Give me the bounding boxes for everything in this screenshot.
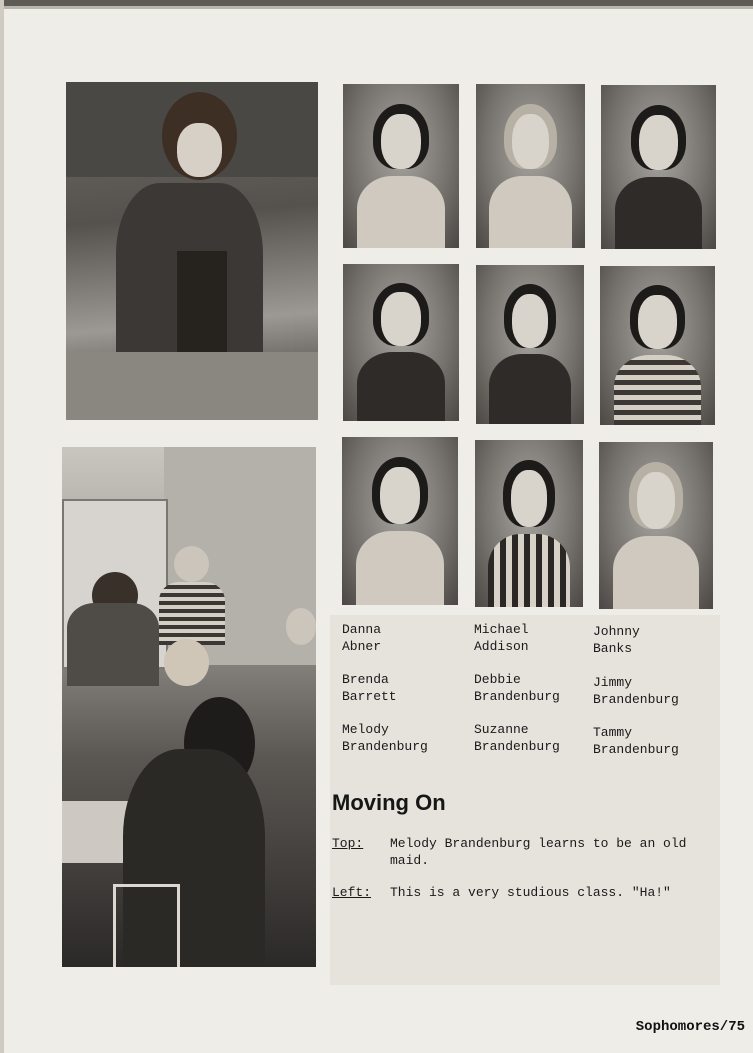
last-name: Brandenburg [342, 739, 428, 754]
caption-label: Left: [332, 885, 372, 900]
last-name: Brandenburg [593, 742, 679, 757]
portrait-michael-addison [476, 84, 585, 248]
caption-label: Top: [332, 836, 364, 851]
last-name: Barrett [342, 689, 397, 704]
caption-left [332, 884, 712, 901]
portrait-suzanne-brandenburg [475, 440, 583, 607]
last-name: Brandenburg [474, 739, 560, 754]
name-michael-addison [474, 621, 594, 655]
section-heading: Moving On [332, 790, 446, 815]
portrait-tammy-brandenburg [599, 442, 713, 609]
student-body [159, 582, 225, 644]
last-name: Brandenburg [474, 689, 560, 704]
last-name: Abner [342, 639, 382, 654]
student-head [286, 608, 316, 644]
last-name: Banks [593, 641, 633, 656]
candid-photo-sewing [66, 82, 318, 420]
name-melody-brandenburg [342, 721, 462, 755]
portrait-brenda-barrett [343, 264, 459, 421]
page-folio: Sophomores/75 [635, 1019, 745, 1035]
name-tammy-brandenburg [593, 724, 713, 758]
portrait-debbie-brandenburg [476, 265, 584, 424]
first-name: Debbie [474, 672, 521, 687]
first-name: Brenda [342, 672, 389, 687]
portrait-jimmy-brandenburg [600, 266, 715, 425]
last-name: Brandenburg [593, 692, 679, 707]
name-suzanne-brandenburg [474, 721, 594, 755]
desk [66, 352, 318, 420]
student-face [177, 123, 222, 177]
name-debbie-brandenburg [474, 671, 594, 705]
first-name: Jimmy [593, 675, 633, 690]
student-head [164, 639, 210, 686]
caption-top [332, 835, 712, 869]
name-johnny-banks [593, 623, 713, 657]
portrait-johnny-banks [601, 85, 716, 249]
page-binding-edge [0, 0, 4, 1053]
first-name: Melody [342, 722, 389, 737]
caption-text: This is a very studious class. "Ha!" [390, 885, 671, 900]
first-name: Johnny [593, 624, 640, 639]
last-name: Addison [474, 639, 529, 654]
student-body [67, 603, 158, 686]
portrait-melody-brandenburg [342, 437, 458, 605]
first-name: Michael [474, 622, 529, 637]
first-name: Tammy [593, 725, 633, 740]
name-danna-abner [342, 621, 462, 655]
name-jimmy-brandenburg [593, 674, 713, 708]
classroom-chair [113, 884, 180, 967]
page-top-line [0, 6, 753, 9]
first-name: Suzanne [474, 722, 529, 737]
candid-photo-classroom [62, 447, 316, 967]
caption-text: Melody Brandenburg learns to be an old maid. [390, 836, 687, 868]
portrait-danna-abner [343, 84, 459, 248]
first-name: Danna [342, 622, 382, 637]
name-brenda-barrett [342, 671, 462, 705]
